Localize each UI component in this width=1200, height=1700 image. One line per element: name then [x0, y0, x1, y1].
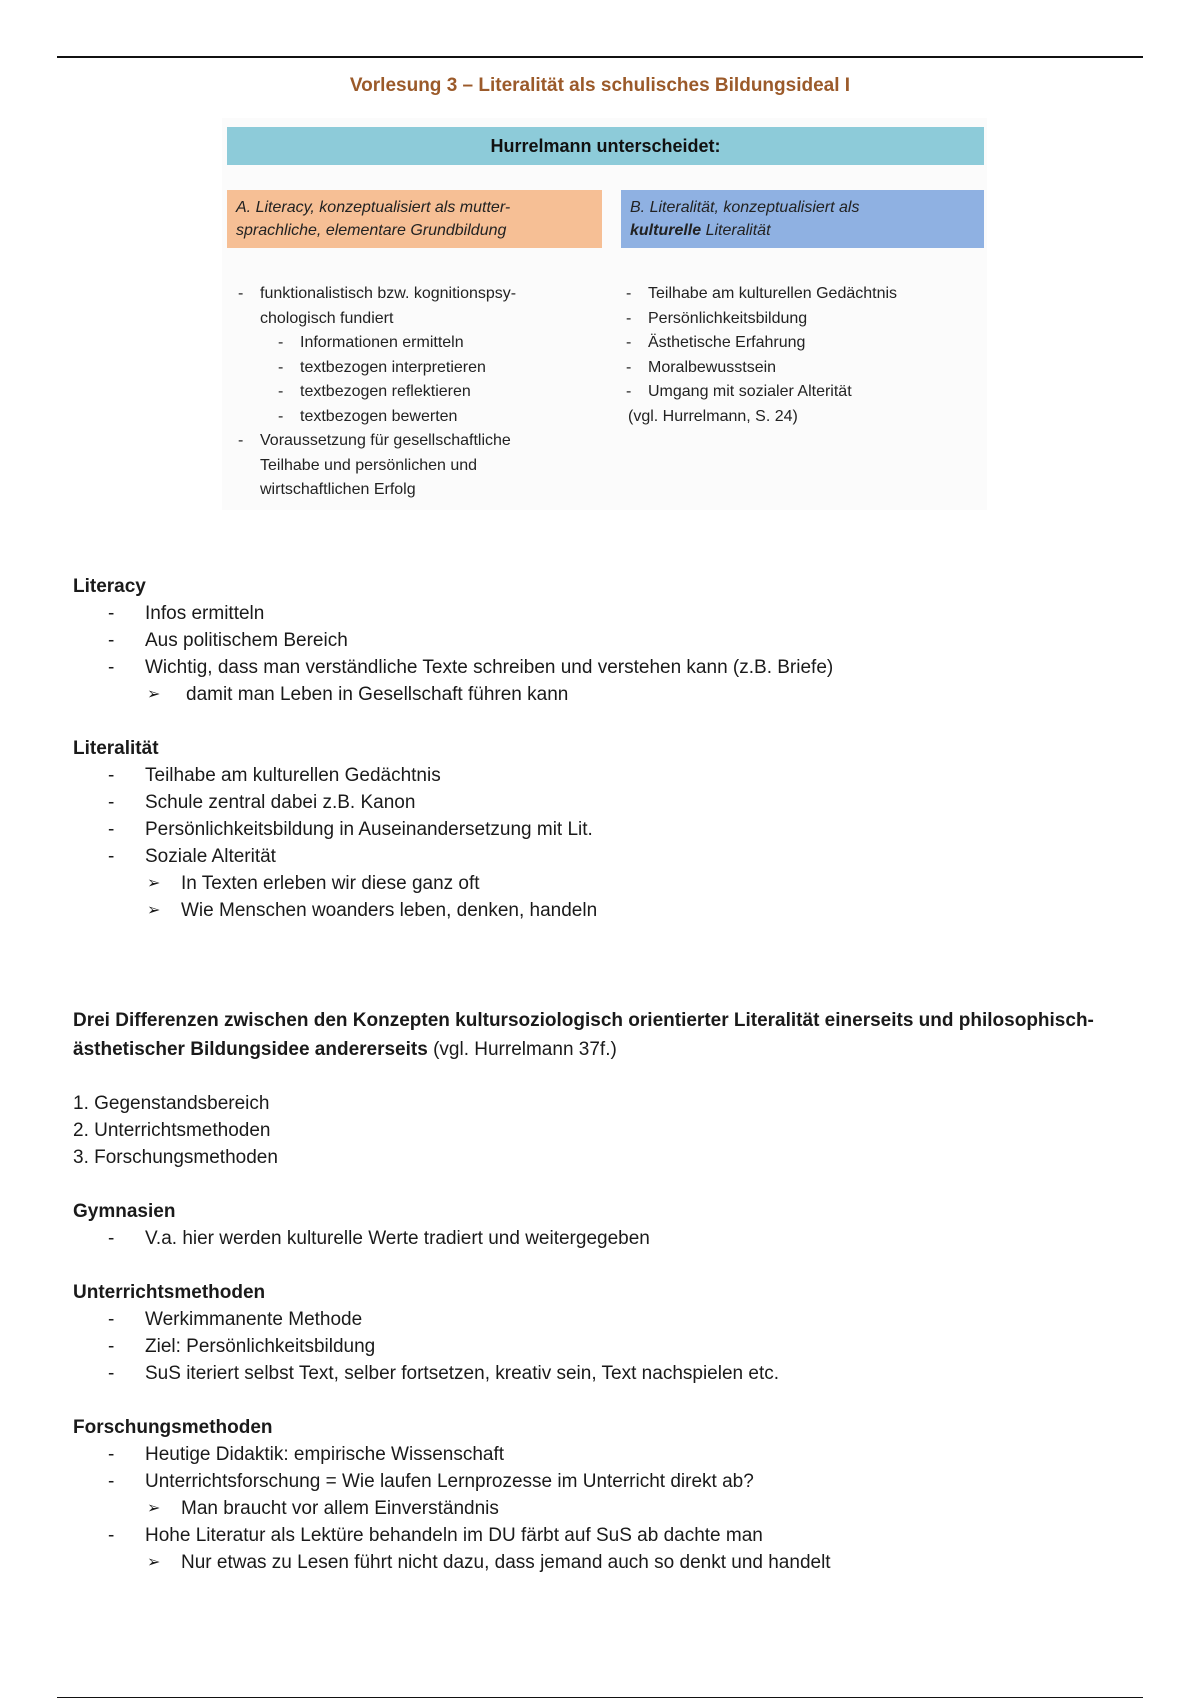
list-item: - funktionalistisch bzw. kognitionspsy-	[238, 285, 517, 302]
arrow-item: ➢ Wie Menschen woanders leben, denken, handeln	[73, 897, 1133, 924]
list-item: - Aus politischem Bereich	[108, 630, 348, 651]
figure-list-literacy	[232, 282, 516, 503]
section-heading: Gymnasien	[73, 1201, 176, 1222]
numbered-item: 3. Forschungsmethoden	[73, 1147, 278, 1168]
arrow-item: ➢ damit man Leben in Gesellschaft führen kann	[73, 681, 1133, 708]
list-item: - Voraussetzung für gesellschaftliche	[238, 432, 511, 449]
list-item: - Werkimmanente Methode	[108, 1309, 363, 1330]
numbered-list	[73, 1090, 1133, 1171]
top-rule	[57, 56, 1143, 58]
section-drei-differenzen	[73, 1006, 1133, 1064]
box-literacy-line2: sprachliche, elementare Grundbildung	[236, 222, 507, 239]
figure-header: Hurrelmann unterscheidet:	[227, 127, 984, 165]
list-subitem: - textbezogen reflektieren	[278, 383, 471, 400]
list-item: - Schule zentral dabei z.B. Kanon	[108, 792, 416, 813]
box-literalitaet-rest: Literalität	[701, 222, 771, 239]
figure-list-literalitaet	[620, 282, 897, 429]
list-item: - Soziale Alterität	[108, 846, 276, 867]
page-title: Vorlesung 3 – Literalität als schulisches Bildungsideal I	[349, 75, 851, 96]
arrow-bullet-icon: ➢	[147, 875, 161, 892]
section-heading: Forschungsmethoden	[73, 1417, 273, 1438]
section-heading: Unterrichtsmethoden	[73, 1282, 266, 1303]
list-item-continued: wirtschaftlichen Erfolg	[260, 481, 416, 498]
section-heading: Literalität	[73, 738, 159, 759]
list-item: - Heutige Didaktik: empirische Wissenschaft	[108, 1444, 505, 1465]
box-literalitaet-line1: B. Literalität, konzeptualisiert als	[630, 199, 860, 216]
list-item: - Unterrichtsforschung = Wie laufen Lernprozesse im Unterricht direkt ab?	[108, 1471, 754, 1492]
box-literacy-line1: A. Literacy, konzeptualisiert als mutter-	[236, 199, 511, 216]
section-unterrichtsmethoden	[73, 1279, 1133, 1387]
section-literacy	[73, 573, 1133, 708]
list-item: - SuS iteriert selbst Text, selber fortsetzen, kreativ sein, Text nachspielen etc.	[108, 1363, 779, 1384]
list-item-continued: Teilhabe und persönlichen und	[260, 456, 478, 474]
figure-citation: (vgl. Hurrelmann, S. 24)	[628, 407, 798, 425]
list-item: - Ziel: Persönlichkeitsbildung	[108, 1336, 376, 1357]
section-literalitaet	[73, 735, 1133, 924]
arrow-item: ➢ Nur etwas zu Lesen führt nicht dazu, dass jemand auch so denkt und handelt	[73, 1549, 1133, 1576]
list-item: - Ästhetische Erfahrung	[626, 334, 806, 351]
bottom-rule	[57, 1697, 1143, 1698]
list-subitem: - textbezogen interpretieren	[278, 358, 486, 376]
list-item: - Teilhabe am kulturellen Gedächtnis	[626, 285, 898, 302]
list-item: - Persönlichkeitsbildung in Auseinandersetzung mit Lit.	[108, 819, 593, 840]
hurrelmann-figure	[222, 118, 987, 510]
box-literacy	[227, 190, 602, 248]
arrow-bullet-icon: ➢	[147, 1500, 161, 1517]
list-subitem: - Informationen ermitteln	[278, 334, 464, 351]
list-item-continued: chologisch fundiert	[260, 309, 394, 327]
list-subitem: - textbezogen bewerten	[278, 407, 458, 425]
arrow-bullet-icon: ➢	[147, 686, 161, 703]
list-item: - Persönlichkeitsbildung	[626, 309, 808, 327]
section-heading: Literacy	[73, 576, 146, 597]
section-forschungsmethoden	[73, 1414, 1133, 1576]
list-item: - Umgang mit sozialer Alterität	[626, 383, 852, 400]
list-item: - Teilhabe am kulturellen Gedächtnis	[108, 765, 441, 786]
drei-heading-line2: ästhetischer Bildungsidee andererseits (vgl. Hurrelmann 37f.)	[73, 1039, 617, 1060]
list-item: - Moralbewusstsein	[626, 358, 777, 376]
list-item: - V.a. hier werden kulturelle Werte tradiert und weitergegeben	[108, 1228, 650, 1249]
box-literalitaet-bold: kulturelle	[630, 222, 702, 239]
box-literalitaet	[621, 190, 984, 248]
box-literalitaet-line2	[630, 219, 975, 242]
arrow-item: ➢ In Texten erleben wir diese ganz oft	[73, 870, 1133, 897]
drei-heading-line1: Drei Differenzen zwischen den Konzepten kultursoziologisch orientierter Literalität einerseits und philosophisch-	[73, 1010, 1094, 1031]
arrow-bullet-icon: ➢	[147, 1554, 161, 1571]
list-item: - Wichtig, dass man verständliche Texte schreiben und verstehen kann (z.B. Briefe)	[108, 657, 834, 678]
arrow-item: ➢ Man braucht vor allem Einverständnis	[73, 1495, 1133, 1522]
numbered-item: 1. Gegenstandsbereich	[73, 1093, 270, 1114]
section-gymnasien	[73, 1198, 1133, 1252]
arrow-bullet-icon: ➢	[147, 902, 161, 919]
list-item: - Hohe Literatur als Lektüre behandeln im DU färbt auf SuS ab dachte man	[108, 1525, 763, 1546]
list-item: - Infos ermitteln	[108, 603, 265, 624]
numbered-item: 2. Unterrichtsmethoden	[73, 1120, 271, 1141]
